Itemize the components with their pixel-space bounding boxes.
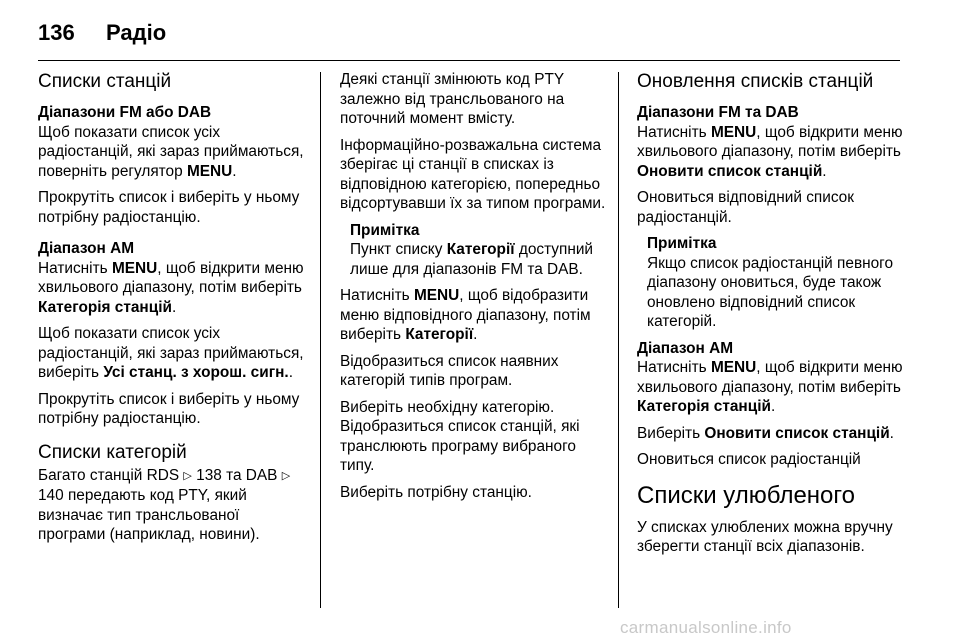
paragraph: Виберіть необхідну категорію. Відобразиться список станцій, які транслюють програму вибраного типу. [340,398,580,474]
heading-station-lists: Списки станцій [38,71,172,92]
paragraph: Натисніть MENU, щоб відкрити меню хвильового діапазону, потім виберіть Оновити список станцій. [637,123,903,180]
menu-item-station-category: Категорія станцій [637,398,771,415]
note-box [647,234,905,332]
note-title: Примітка [350,221,420,239]
paragraph: Деякі станції змінюють код PTY залежно від трансльованого на поточний момент вмісту. [340,71,565,127]
heading-favourites: Списки улюбленого [637,481,855,509]
link-page-138[interactable]: 138 та DAB [191,466,282,484]
column-2 [340,70,608,509]
paragraph: Інформаційно-розважальна система зберігає ці станції в списках із відповідною категорією, попередньо відсортувавши їх за типом програми. [340,136,606,212]
note-text: Якщо список радіостанцій певного діапазону оновиться, буде також оновлено відповідний список категорій. [647,254,894,330]
heading-update-lists: Оновлення списків станцій [637,71,874,92]
paragraph: Натисніть MENU, щоб відкрити меню хвильового діапазону, потім виберіть Категорія станцій. [38,259,304,316]
heading-category-lists: Списки категорій [38,441,187,463]
column-divider-2 [618,72,619,608]
subheading-am: Діапазон AM [38,240,135,257]
header-rule [38,60,900,61]
menu-key: MENU [111,259,158,277]
menu-item-update-list: Оновити список станцій [704,424,890,442]
paragraph: Натисніть MENU, щоб відобразити меню відповідного діапазону, потім виберіть Категорії. [340,287,591,343]
menu-key: MENU [710,359,757,376]
page-header [38,20,166,46]
menu-key: MENU [186,162,233,180]
column-divider-1 [320,72,321,608]
column-3 [637,70,905,564]
paragraph: Виберіть потрібну станцію. [340,483,532,501]
link-page-140[interactable]: 140 передають код PTY, який визначає тип трансльованої програми (наприклад, новини). [38,487,260,543]
section-title: Радіо [106,20,167,45]
subheading-fm-dab: Діапазони FM та DAB [637,104,799,121]
page-number: 136 [38,20,75,45]
paragraph: Оновиться список радіостанцій [637,451,861,468]
menu-key: MENU [710,123,757,141]
note-text: Пункт списку Категорії доступний лише для діапазонів FM та DAB. [350,241,594,278]
subheading-am: Діапазон AM [637,339,734,357]
menu-key: MENU [413,287,460,304]
menu-item-all-stations: Усі станц. з хорош. сигн. [103,364,289,381]
paragraph: Виберіть Оновити список станцій. [637,424,894,442]
note-title: Примітка [647,235,717,252]
column-1 [38,70,310,552]
page-ref-arrow-icon: ▷ [183,469,192,482]
paragraph: Щоб показати список усіх радіостанцій, які зараз приймаються, поверніть регулятор MENU. [38,123,304,180]
paragraph: Оновиться відповідний список радіостанцій. [637,189,854,226]
paragraph: Відобразиться список наявних категорій типів програм. [340,352,559,389]
paragraph: Щоб показати список усіх радіостанцій, які зараз приймаються, виберіть Усі станц. з хорош. сигн.. [38,325,304,381]
menu-item-categories: Категорії [405,326,474,343]
page-ref-arrow-icon: ▷ [281,469,291,482]
menu-item-station-category: Категорія станцій [38,298,172,316]
paragraph: Прокрутіть список і виберіть у ньому потрібну радіостанцію. [38,390,300,427]
subheading-fm-dab: Діапазони FM або DAB [38,104,212,121]
menu-item-update-list: Оновити список станцій [637,162,823,180]
paragraph: У списках улюблених можна вручну зберегти станції всіх діапазонів. [637,518,893,555]
note-box [350,221,608,280]
watermark: carmanualsonline.info [620,618,792,637]
paragraph: Натисніть MENU, щоб відкрити меню хвильового діапазону, потім виберіть Категорія станцій. [637,359,903,415]
paragraph: Багато станцій RDS ▷ 138 та DAB ▷ 140 передають код PTY, який визначає тип трансльованої програми (наприклад, новини). [38,466,291,543]
paragraph: Прокрутіть список і виберіть у ньому потрібну радіостанцію. [38,189,300,226]
